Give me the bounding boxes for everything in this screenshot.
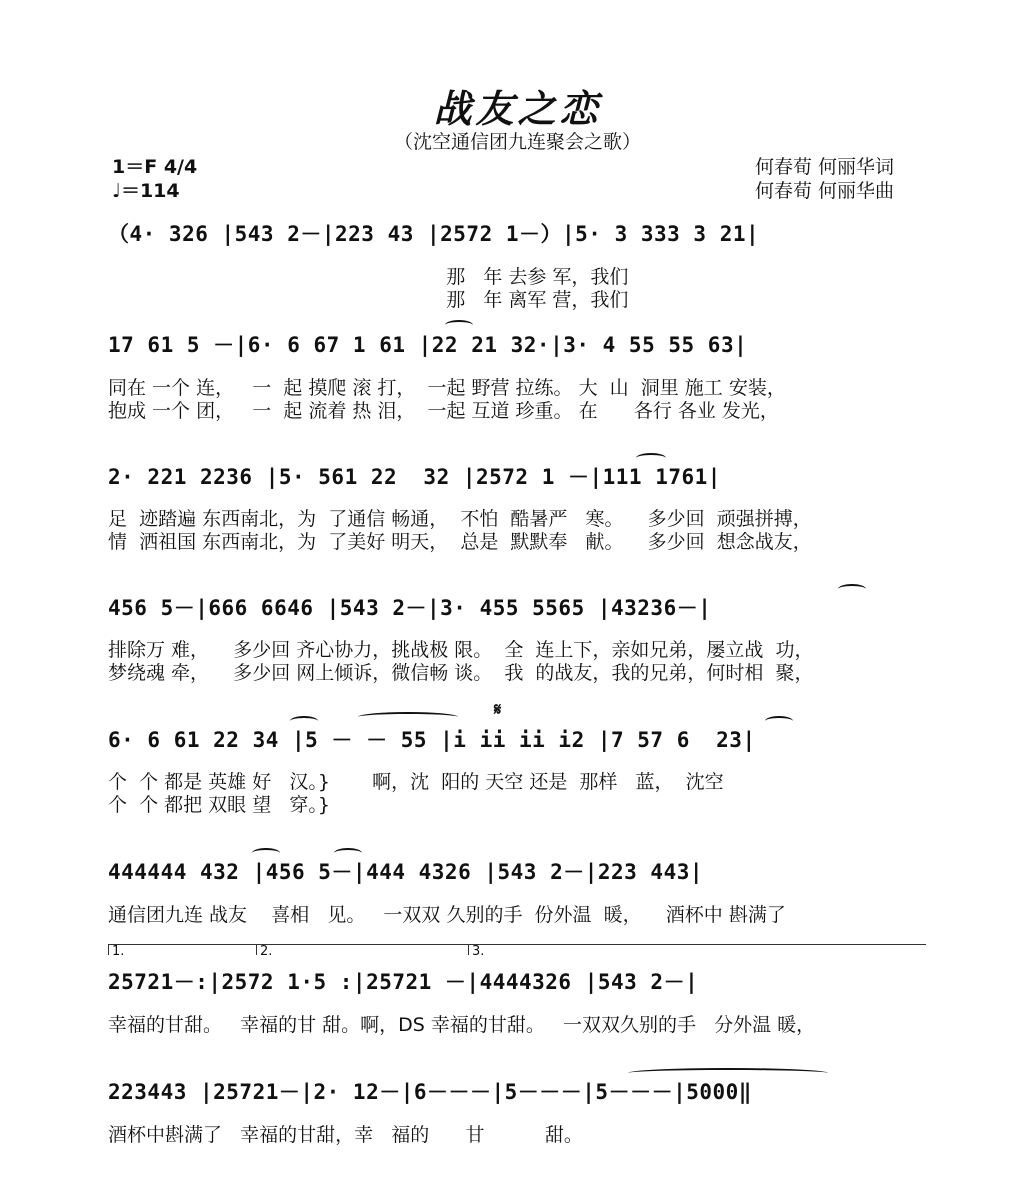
song-title: 战友之恋 — [433, 86, 602, 131]
notation-row-6: 444444 432 |456 5－|444 4326 |543 2－|223 443| — [108, 860, 704, 884]
tempo-marking: ♩＝114 — [112, 180, 180, 202]
lyricist-credit: 何春荀 何丽华词 — [755, 156, 895, 178]
tie-arc — [445, 320, 473, 330]
volta-1-bracket: 1. — [108, 944, 258, 955]
key-signature: 1＝F 4/4 — [112, 156, 198, 178]
lyric-row-3-verse-1: 足 迹踏遍 东西南北，为 了通信 畅通， 不怕 酷暑严 寒。 多少回 顽强拼搏， — [108, 508, 812, 530]
song-subtitle: （沈空通信团九连聚会之歌） — [393, 131, 641, 153]
notation-row-2: 17 61 5 －|6· 6 67 1 61 |22 21 32·|3· 4 55 55 63| — [108, 333, 748, 357]
notation-row-3: 2· 221 2236 |5· 561 22 32 |2572 1 －|111 1761| — [108, 465, 721, 489]
notation-row-4: 456 5－|666 6646 |543 2－|3· 455 5565 |43236－| — [108, 596, 712, 620]
composer-credit: 何春荀 何丽华曲 — [755, 180, 895, 202]
tie-arc — [290, 716, 318, 726]
notation-row-7: 25721－:|2572 1·5 :|25721 －|4444326 |543 2－| — [108, 970, 699, 994]
lyric-row-4-verse-1: 排除万 难， 多少回 齐心协力，挑战极 限。 全 连上下，亲如兄弟，屡立战 功， — [108, 639, 814, 661]
volta-3-bracket: 3. — [468, 944, 926, 955]
lyric-row-1-verse-1: 那 年 去参 军，我们 — [108, 266, 629, 288]
tie-arc — [636, 453, 666, 463]
tie-arc — [252, 848, 280, 858]
tie-arc — [358, 712, 458, 722]
notation-row-5: 6· 6 61 22 34 |5 － － 55 |i ii ii i2 |7 57 6 23| — [108, 728, 756, 752]
notation-row-8: 223443 |25721－|2· 12－|6－－－|5－－－|5－－－|5000‖ — [108, 1080, 752, 1104]
tie-arc — [628, 1068, 828, 1078]
lyric-row-5-verse-1: 个 个 都是 英雄 好 汉。} 啊，沈 阳的 天空 还是 那样 蓝， 沈空 — [108, 771, 724, 793]
segno-sign: 𝄋 — [494, 700, 502, 720]
lyric-row-7: 幸福的甘甜。 幸福的甘 甜。啊，DS 幸福的甘甜。 一双双久别的手 分外温 暖， — [108, 1014, 816, 1036]
lyric-row-1-verse-2: 那 年 离军 营，我们 — [108, 289, 629, 311]
tie-arc — [838, 584, 866, 594]
notation-row-1: （4· 326 |543 2－|223 43 |2572 1－）|5· 3 333 3 21| — [108, 222, 760, 246]
volta-2-bracket: 2. — [256, 944, 470, 955]
lyric-row-3-verse-2: 情 洒祖国 东西南北，为 了美好 明天， 总是 默默奉 献。 多少回 想念战友， — [108, 531, 812, 553]
lyric-row-6: 通信团九连 战友 喜相 见。 一双双 久别的手 份外温 暖， 酒杯中 斟满了 — [108, 904, 786, 926]
tie-arc — [334, 848, 362, 858]
tie-arc — [765, 716, 793, 726]
lyric-row-5-verse-2: 个 个 都把 双眼 望 穿。} — [108, 794, 330, 816]
lyric-row-4-verse-2: 梦绕魂 牵， 多少回 网上倾诉，微信畅 谈。 我 的战友，我的兄弟，何时相 聚， — [108, 662, 814, 684]
lyric-row-2-verse-2: 抱成 一个 团， 一 起 流着 热 泪， 一起 互道 珍重。 在 各行 各业 发光， — [108, 400, 779, 422]
lyric-row-2-verse-1: 同在 一个 连， 一 起 摸爬 滚 打， 一起 野营 拉练。 大 山 洞里 施工 安装， — [108, 377, 786, 399]
lyric-row-8: 酒杯中斟满了 幸福的甘甜，幸 福的 甘 甜。 — [108, 1124, 583, 1146]
